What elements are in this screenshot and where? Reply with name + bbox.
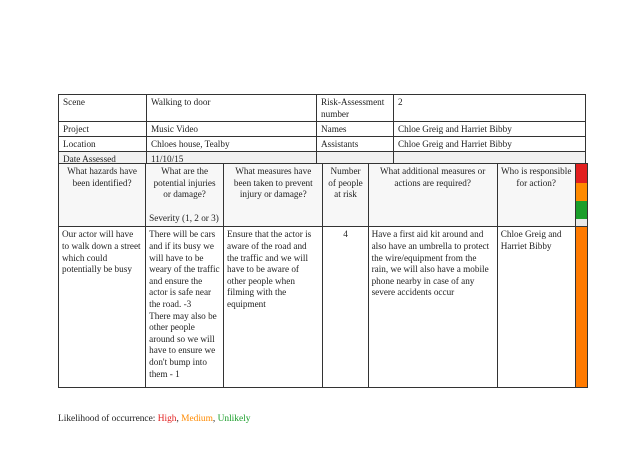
risk-row	[59, 227, 588, 388]
potential-text-2: There may also be other people around so we will have to ensure we don't bump into them - 1	[149, 310, 217, 379]
date-label: Date Assessed	[59, 152, 147, 167]
header-number: Number of people at risk	[323, 164, 368, 227]
names-value: Chloe Greig and Harriet Bibby	[394, 122, 586, 137]
header-potential-text: What are the potential injuries or damage?	[153, 166, 216, 200]
likelihood-indicator	[575, 227, 587, 388]
ra-number-value: 2	[394, 95, 586, 122]
likelihood-high-swatch	[576, 164, 587, 183]
info-table	[58, 94, 586, 167]
header-hazards: What hazards have been identified?	[59, 164, 146, 227]
measures-cell: Ensure that the actor is aware of the road and the traffic and we will have to be aware of other people when filming with the equipment	[224, 227, 323, 388]
risk-table	[58, 163, 588, 388]
header-responsible: Who is responsible for action?	[497, 164, 575, 227]
project-label: Project	[59, 122, 147, 137]
project-value: Music Video	[147, 122, 317, 137]
likelihood-color-key	[575, 164, 587, 227]
legend-unlikely: Unlikely	[217, 414, 251, 424]
header-measures: What measures have been taken to prevent injury or damage?	[224, 164, 323, 227]
ra-number-label: Risk-Assessment number	[317, 95, 394, 122]
header-additional: What additional measures or actions are required?	[368, 164, 497, 227]
additional-cell: Have a first aid kit around and also have an umbrella to protect the wire/equipment from the rain, we will also have a mobile phone nearby in case of any severe accidents occur	[368, 227, 497, 388]
scene-value: Walking to door	[147, 95, 317, 122]
potential-cell	[146, 227, 224, 388]
number-cell: 4	[323, 227, 368, 388]
likelihood-legend	[58, 414, 250, 424]
likelihood-medium-indicator	[576, 227, 587, 387]
legend-medium: Medium	[181, 414, 213, 424]
header-potential	[146, 164, 224, 227]
assistants-value: Chloe Greig and Harriet Bibby	[394, 137, 586, 152]
names-label: Names	[317, 122, 394, 137]
project-row	[59, 122, 586, 137]
responsible-cell: Chloe Greig and Harriet Bibby	[497, 227, 575, 388]
scene-label: Scene	[59, 95, 147, 122]
risk-header-row	[59, 164, 588, 227]
hazard-cell: Our actor will have to walk down a street which could potentially be busy	[59, 227, 146, 388]
legend-separator: ,	[176, 414, 182, 424]
likelihood-medium-swatch	[576, 183, 587, 201]
legend-high: High	[157, 414, 177, 424]
scene-row	[59, 95, 586, 122]
potential-text-1: There will be cars and if its busy we will have to be weary of the traffic and ensure the actor is safe near the road. -3	[149, 229, 220, 309]
date-value: 11/10/15	[147, 152, 317, 167]
location-label: Location	[59, 137, 147, 152]
location-value: Chloes house, Tealby	[147, 137, 317, 152]
likelihood-unlikely-swatch	[576, 201, 587, 219]
assistants-label: Assistants	[317, 137, 394, 152]
legend-separator: ,	[212, 414, 218, 424]
legend-prefix: Likelihood of occurrence:	[58, 414, 158, 424]
header-severity-text: Severity (1, 2 or 3)	[149, 212, 219, 223]
location-row	[59, 137, 586, 152]
